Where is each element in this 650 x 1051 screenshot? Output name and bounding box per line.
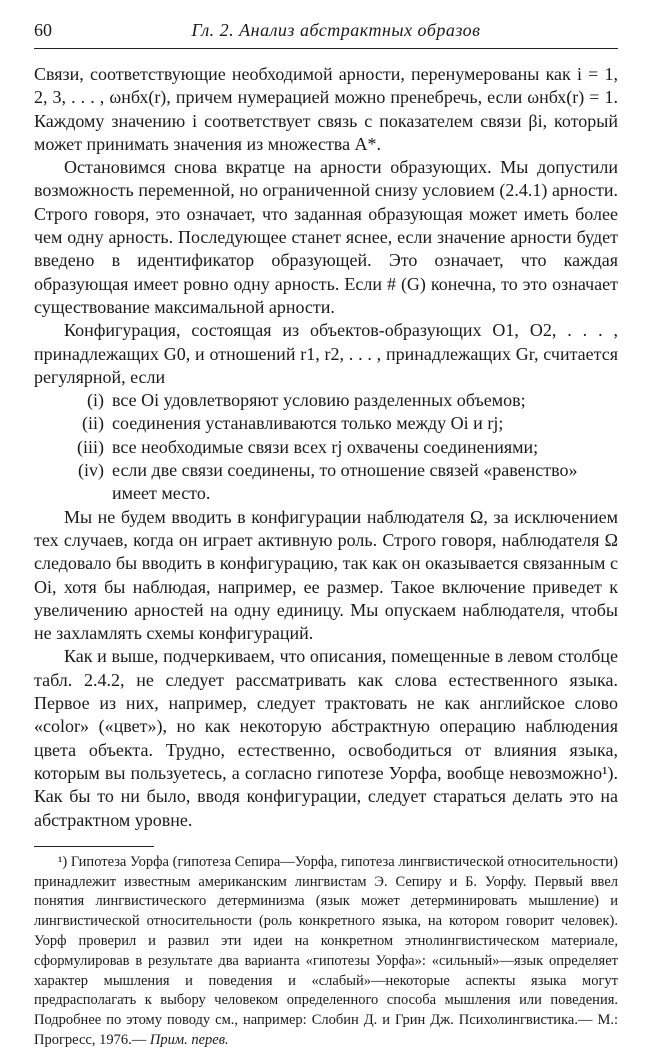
paragraph: Конфигурация, состоящая из объектов-образующих O1, O2, . . . , принадлежащих G0, и отношений r1, r2, . . . , принадлежащих Gr, считается регулярной, если <box>34 320 618 387</box>
footnote <box>34 853 618 1051</box>
body-text <box>34 63 618 832</box>
conditions-list <box>34 389 618 505</box>
footnote-divider <box>34 846 154 847</box>
paragraph: Связи, соответствующие необходимой арности, перенумерованы как i = 1, 2, 3, . . . , ωнбх(r), причем нумерацией можно пренебречь, если ωнбх(r) = 1. Каждому значению i соответствует связь с показателем связи βi, который может принимать значения из множества A*. <box>34 64 618 154</box>
list-item-text: если две связи соединены, то отношение связей «равенство» <box>112 460 578 481</box>
translator-note: Прим. перев. <box>149 1031 229 1048</box>
list-item-text: все Oi удовлетворяют условию разделенных объемов; <box>112 390 526 411</box>
list-item-label: (ii) <box>82 413 104 434</box>
paragraph: Остановимся снова вкратце на арности образующих. Мы допустили возможность переменной, но ограниченной снизу условием (2.4.1) арности. Строго говоря, это означает, что заданная образующая может иметь более чем одну арность. Последующее станет яснее, если значение арности будет введено в идентификатор образующей. Это означает, что каждая образующая имеет ровно одну арность. Если # (G) конечна, то это означает существование максимальной арности. <box>34 157 618 317</box>
list-item-continuation: имеет место. <box>112 483 211 504</box>
running-title: Гл. 2. Анализ абстрактных образов <box>191 20 481 40</box>
list-item-label: (iii) <box>77 436 104 457</box>
paragraph: Как и выше, подчеркиваем, что описания, помещенные в левом столбце табл. 2.4.2, не следует рассматривать как слова естественного языка. Первое из них, например, следует трактовать не как английское слово «color» («цвет»), но как некоторую абстрактную операцию наблюдения цвета объекта. Трудно, естественно, освободиться от влияния языка, которым вы пользуетесь, а согласно гипотезе Уорфа, вообще невозможно¹). Как бы то ни было, вводя конфигурации, следует стараться делать это на абстрактном уровне. <box>34 646 618 830</box>
list-item-text: все необходимые связи всех rj охвачены соединениями; <box>112 436 539 457</box>
list-item-label: (iv) <box>78 460 104 481</box>
page <box>34 20 618 1051</box>
list-item <box>34 412 618 435</box>
list-item-text: соединения устанавливаются только между Oi и rj; <box>112 413 504 434</box>
list-item <box>34 389 618 412</box>
footnote-text: ¹) Гипотеза Уорфа (гипотеза Сепира—Уорфа, гипотеза лингвистической относительности) принадлежит известным американским лингвистам Э. Сепиру и Б. Уорфу. Первый ввел понятия лингвистического детерминизма (язык может детерминировать мышление) и лингвистической относительности (роль конкретного языка, на котором говорит человек). Уорф проверил и развил эти идеи на конкретном этнолингвистическом материале, сформулировав в результате два варианта «гипотезы Уорфа»: «сильный»—язык определяет характер мышления и поведения и «слабый»—некоторые аспекты языка могут предрасполагать к выбору человеком определенного способа мышления или поведения. Подробнее по этому поводу см., например: Слобин Д. и Грин Дж. Психолингвистика.— М.: Прогресс, 1976.— <box>34 853 618 1048</box>
list-item <box>34 459 618 482</box>
page-number: 60 <box>34 20 52 40</box>
list-item-label: (i) <box>87 390 104 411</box>
paragraph: Мы не будем вводить в конфигурации наблюдателя Ω, за исключением тех случаев, когда он играет активную роль. Строго говоря, наблюдателя Ω следовало бы вводить в конфигурацию, так как он оказывается связанным с Oi, хотя бы наблюдая, например, ее размер. Такое включение приведет к увеличению арностей на одну единицу. Мы опускаем наблюдателя, чтобы не захламлять схемы конфигураций. <box>34 506 618 644</box>
page-header <box>34 20 618 49</box>
list-item <box>34 436 618 459</box>
